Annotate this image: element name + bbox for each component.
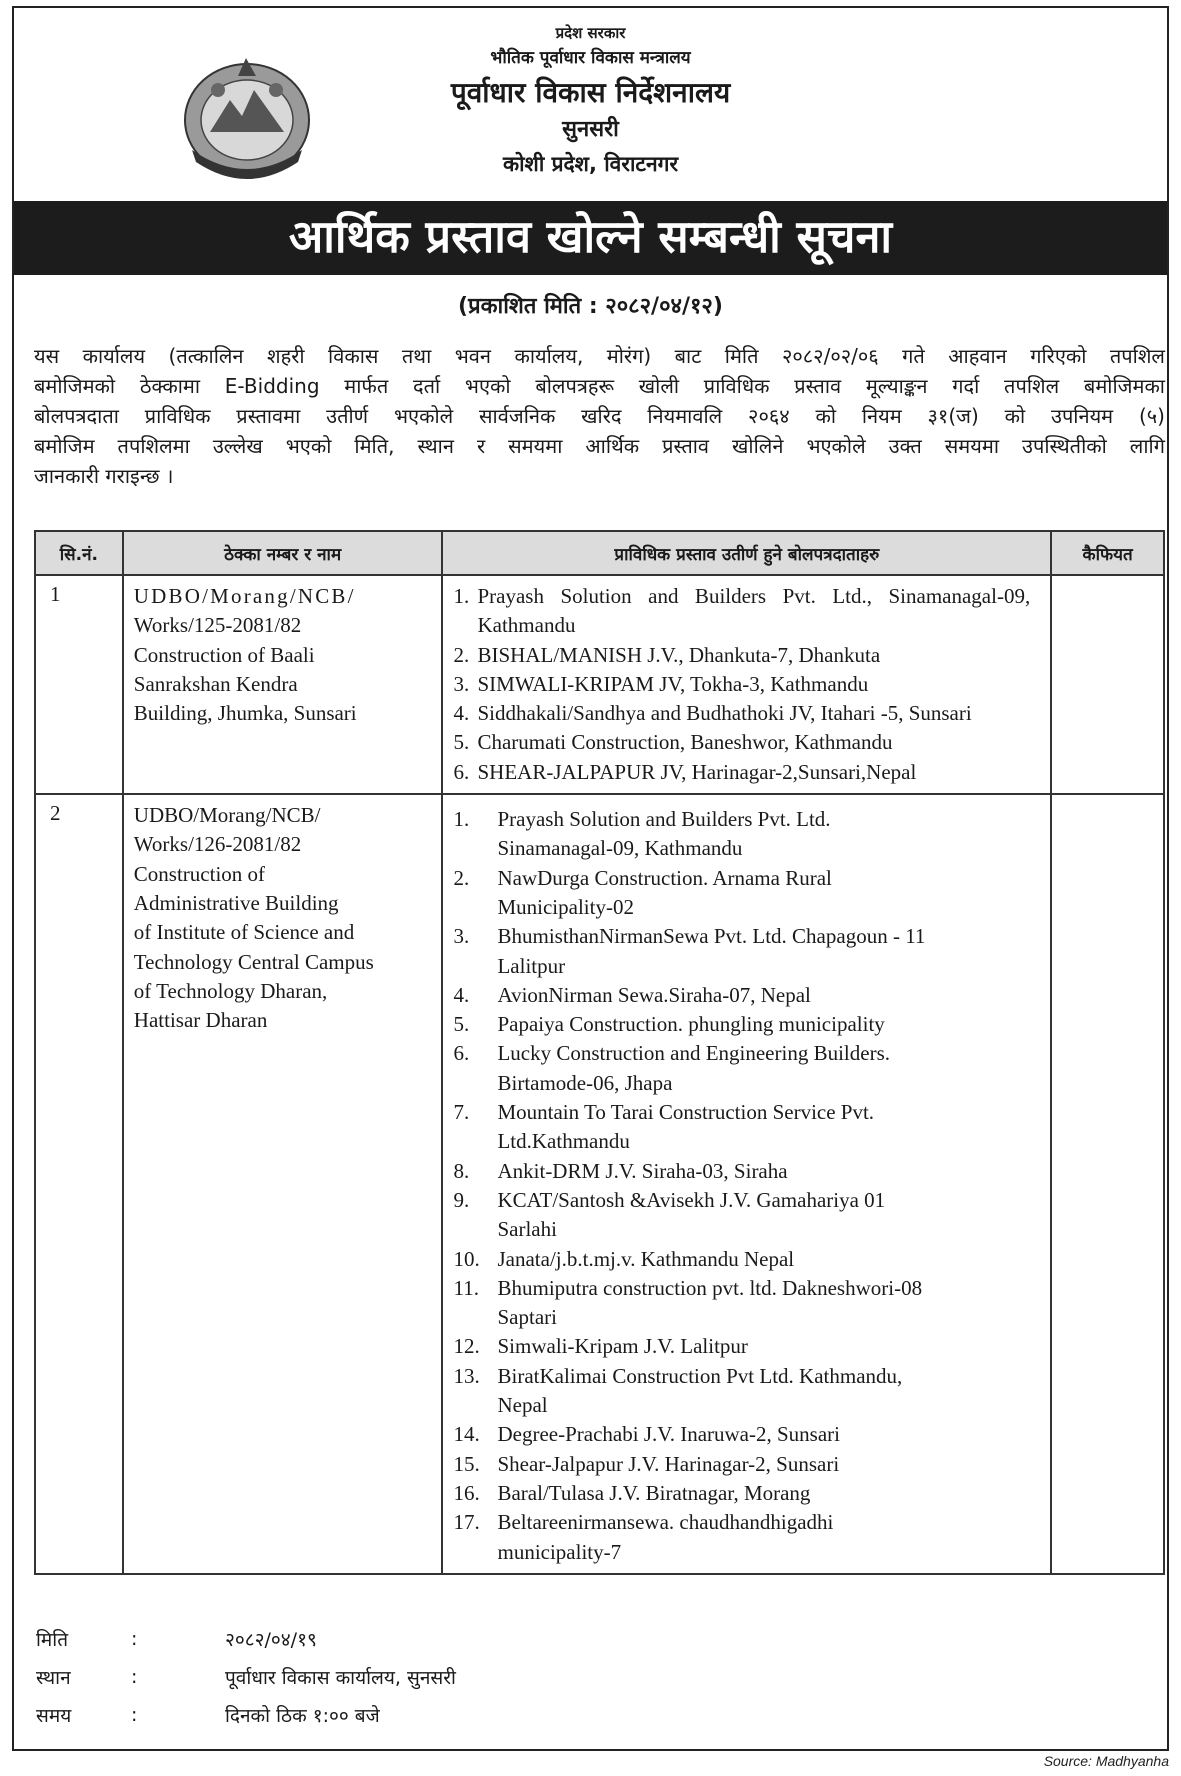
bidder-line: Ltd.Kathmandu — [497, 1129, 630, 1154]
list-item: 3. SIMWALI-KRIPAM JV, Tokha-3, Kathmandu — [453, 671, 869, 696]
bidder-line: Simwali-Kripam J.V. Lalitpur — [497, 1334, 748, 1359]
list-item: 17. Beltareenirmansewa. chaudhandhigadhi municipality-7 — [453, 1508, 1030, 1567]
bidder-line: Municipality-02 — [497, 894, 634, 919]
bidder-line: Ankit-DRM J.V. Siraha-03, Siraha — [497, 1158, 788, 1183]
bidder-line: BhumisthanNirmanSewa Pvt. Ltd. Chapagoun - 11 — [497, 924, 926, 949]
bidder-line: BiratKalimai Construction Pvt Ltd. Kathmandu, — [497, 1363, 903, 1388]
time-colon: : — [131, 1704, 138, 1726]
source-credit: Source: Madhyanha — [1043, 1753, 1169, 1769]
list-item: 1. Prayash Solution and Builders Pvt. Ltd., Sinamanagal-09, Kathmandu — [453, 584, 1031, 638]
header-bidders: प्राविधिक प्रस्ताव उतीर्ण हुने बोलपत्रदाताहरु — [442, 531, 1051, 575]
contract-line: Construction of Baali — [133, 642, 315, 667]
list-item: 15. Shear-Jalpapur J.V. Harinagar-2, Sunsari — [453, 1450, 1030, 1479]
contract-line: Building, Jhumka, Sunsari — [133, 701, 357, 726]
list-item: 4. AvionNirman Sewa.Siraha-07, Nepal — [453, 981, 1030, 1010]
header-ministry: भौतिक पूर्वाधार विकास मन्त्रालय — [490, 48, 691, 68]
list-item: 2. BISHAL/MANISH J.V., Dhankuta-7, Dhankuta — [453, 642, 881, 667]
list-item: 6. Lucky Construction and Engineering Builders. Birtamode-06, Jhapa — [453, 1039, 1030, 1098]
list-item: 4. Siddhakali/Sandhya and Budhathoki JV, Itahari -5, Sunsari — [453, 701, 972, 726]
bidder-line: Janata/j.b.t.mj.v. Kathmandu Nepal — [497, 1246, 795, 1271]
row-serial-number: 2 — [35, 794, 123, 1574]
contract-line: Administrative Building — [133, 890, 339, 915]
bidder-line: Sinamanagal-09, Kathmandu — [497, 836, 743, 861]
bidder-line: Sarlahi — [497, 1217, 557, 1242]
intro-line: यस कार्यालय (तत्कालिन शहरी विकास तथा भवन कार्यालय, मोरंग) बाट मिति २०८२/०२/०६ गते आहवान गरिएको तपशिल — [34, 344, 1165, 368]
bidders-cell — [442, 794, 1051, 1574]
contract-line: Technology Central Campus — [133, 949, 374, 974]
intro-line: जानकारी गराइन्छ । — [34, 464, 174, 488]
row-serial-number: 1 — [35, 575, 123, 794]
bidder-line: Degree-Prachabi J.V. Inaruwa-2, Sunsari — [497, 1422, 840, 1447]
contract-line: Works/126-2081/82 — [133, 832, 302, 857]
list-item: 8. Ankit-DRM J.V. Siraha-03, Siraha — [453, 1157, 1030, 1186]
list-item: 14. Degree-Prachabi J.V. Inaruwa-2, Sunsari — [453, 1420, 1030, 1449]
footer-date-row — [36, 1620, 456, 1658]
notice-title-banner: आर्थिक प्रस्ताव खोल्ने सम्बन्धी सूचना — [14, 201, 1167, 275]
bidder-line: Baral/Tulasa J.V. Biratnagar, Morang — [497, 1480, 811, 1505]
list-item: 2. NawDurga Construction. Arnama Rural Municipality-02 — [453, 864, 1030, 923]
header-district: सुनसरी — [562, 117, 619, 142]
header-contract: ठेक्का नम्बर र नाम — [123, 531, 443, 575]
header-address: कोशी प्रदेश, विराटनगर — [502, 152, 679, 176]
date-colon: : — [131, 1628, 138, 1650]
time-value: दिनको ठिक १:०० बजे — [225, 1705, 380, 1727]
bidder-line: Lalitpur — [497, 953, 566, 978]
bidders-list — [453, 805, 1030, 1567]
footer-time-row — [36, 1696, 456, 1734]
bidder-line: KCAT/Santosh &Avisekh J.V. Gamahariya 01 — [497, 1187, 886, 1212]
intro-line: बमोजिमको ठेक्कामा E-Bidding मार्फत दर्ता भएको बोलपत्रहरू खोली प्राविधिक प्रस्ताव मूल्याङ्कन गर्दा तपशिल बमोजिमका — [34, 374, 1165, 398]
bidder-line: Saptari — [497, 1305, 557, 1330]
time-label: समय — [36, 1705, 72, 1727]
bidders-list — [453, 582, 1030, 787]
bidder-line: Bhumiputra construction pvt. ltd. Dakneshwori-08 — [497, 1275, 923, 1300]
bidder-line: AvionNirman Sewa.Siraha-07, Nepal — [497, 982, 811, 1007]
list-item: 1. Prayash Solution and Builders Pvt. Ltd. Sinamanagal-09, Kathmandu — [453, 805, 1030, 864]
list-item: 5. Charumati Construction, Baneshwor, Kathmandu — [453, 730, 893, 755]
header-serial-number: सि.नं. — [35, 531, 123, 575]
intro-line: बोलपत्रदाता प्राविधिक प्रस्तावमा उतीर्ण भएकोले सार्वजनिक खरिद नियमावलि २०६४ को नियम ३१(ज) को उपनियम (५) — [34, 404, 1165, 428]
remarks-cell — [1051, 575, 1164, 794]
contract-line: Sanrakshan Kendra — [133, 671, 298, 696]
contract-line: UDBO/Morang/NCB/ — [133, 584, 356, 608]
bidder-line: Lucky Construction and Engineering Builders. — [497, 1041, 890, 1066]
list-item: 3. BhumisthanNirmanSewa Pvt. Ltd. Chapagoun - 11 Lalitpur — [453, 922, 1030, 981]
place-label: स्थान — [36, 1667, 71, 1689]
list-item: 13. BiratKalimai Construction Pvt Ltd. Kathmandu, Nepal — [453, 1362, 1030, 1421]
header-province-government: प्रदेश सरकार — [555, 24, 626, 42]
bidders-table — [34, 530, 1165, 1575]
remarks-cell — [1051, 794, 1164, 1574]
bidder-line: Prayash Solution and Builders Pvt. Ltd. — [497, 807, 831, 832]
bidder-line: Mountain To Tarai Construction Service Pvt. — [497, 1100, 875, 1125]
list-item: 6. SHEAR-JALPAPUR JV, Harinagar-2,Sunsari,Nepal — [453, 759, 917, 784]
date-label: मिति — [36, 1629, 69, 1651]
place-colon: : — [131, 1666, 138, 1688]
header-directorate: पूर्वाधार विकास निर्देशनालय — [450, 76, 731, 109]
contract-cell — [123, 794, 443, 1574]
bidder-line: Birtamode-06, Jhapa — [497, 1070, 673, 1095]
list-item: 12. Simwali-Kripam J.V. Lalitpur — [453, 1332, 1030, 1361]
footer-place-row — [36, 1658, 456, 1696]
date-value: २०८२/०४/१९ — [225, 1629, 317, 1651]
contract-line: Works/125-2081/82 — [133, 613, 302, 638]
bidder-line: municipality-7 — [497, 1539, 622, 1564]
bidder-line: Beltareenirmansewa. chaudhandhigadhi — [497, 1510, 834, 1535]
list-item: 9. KCAT/Santosh &Avisekh J.V. Gamahariya 01 Sarlahi — [453, 1186, 1030, 1245]
contract-line: of Technology Dharan, — [133, 978, 328, 1003]
bidder-line: NawDurga Construction. Arnama Rural — [497, 865, 832, 890]
table-header-row — [35, 531, 1164, 575]
list-item: 5. Papaiya Construction. phungling municipality — [453, 1010, 1030, 1039]
opening-details — [36, 1620, 456, 1734]
list-item: 10. Janata/j.b.t.mj.v. Kathmandu Nepal — [453, 1245, 1030, 1274]
list-item: 16. Baral/Tulasa J.V. Biratnagar, Morang — [453, 1479, 1030, 1508]
notice-header — [14, 8, 1167, 201]
header-remarks: कैफियत — [1051, 531, 1164, 575]
bidder-line: Shear-Jalpapur J.V. Harinagar-2, Sunsari — [497, 1451, 840, 1476]
contract-line: UDBO/Morang/NCB/ — [133, 803, 321, 828]
list-item: 11. Bhumiputra construction pvt. ltd. Dakneshwori-08 Saptari — [453, 1274, 1030, 1333]
table-row — [35, 794, 1164, 1574]
intro-paragraph — [34, 341, 1165, 491]
contract-cell — [123, 575, 443, 794]
contract-line: Hattisar Dharan — [133, 1008, 268, 1033]
contract-line: Construction of — [133, 861, 266, 886]
table-row — [35, 575, 1164, 794]
header-text-block — [14, 22, 1167, 182]
bidder-line: Papaiya Construction. phungling municipality — [497, 1012, 885, 1037]
published-date: (प्रकाशित मिति : २०८२/०४/१२) — [458, 294, 723, 319]
intro-line: बमोजिम तपशिलमा उल्लेख भएको मिति, स्थान र समयमा आर्थिक प्रस्ताव खोलिने भएकोले उक्त समयमा उपस्थितीको लागि — [34, 434, 1165, 458]
bidders-cell — [442, 575, 1051, 794]
list-item: 7. Mountain To Tarai Construction Service Pvt. Ltd.Kathmandu — [453, 1098, 1030, 1157]
bidder-line: Nepal — [497, 1393, 548, 1418]
notice-page — [12, 6, 1169, 1751]
contract-line: of Institute of Science and — [133, 920, 355, 945]
place-value: पूर्वाधार विकास कार्यालय, सुनसरी — [225, 1667, 456, 1689]
